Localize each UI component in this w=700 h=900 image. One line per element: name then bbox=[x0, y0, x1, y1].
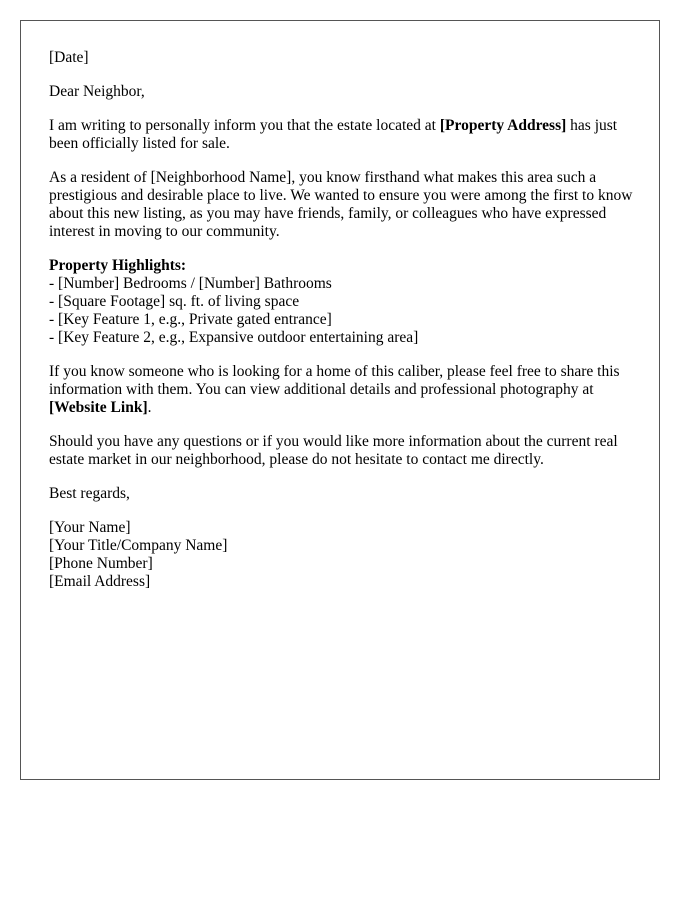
highlight-item: - [Number] Bedrooms / [Number] Bathrooms bbox=[49, 275, 332, 292]
signature-title-company: [Your Title/Company Name] bbox=[49, 537, 228, 554]
signature-name: [Your Name] bbox=[49, 519, 131, 536]
letter-body bbox=[49, 49, 639, 591]
letter-salutation: Dear Neighbor, bbox=[49, 83, 145, 100]
signature-email: [Email Address] bbox=[49, 573, 151, 590]
highlights-heading: Property Highlights: bbox=[49, 257, 187, 274]
highlight-item: - [Key Feature 2, e.g., Expansive outdoor entertaining area] bbox=[49, 329, 419, 346]
paragraph-listing-announcement bbox=[49, 117, 639, 153]
paragraph-text: . bbox=[147, 399, 152, 416]
property-highlights bbox=[49, 257, 639, 347]
paragraph-text: I am writing to personally inform you that the estate located at bbox=[49, 117, 440, 134]
highlight-item: - [Square Footage] sq. ft. of living space bbox=[49, 293, 300, 310]
paragraph-contact: Should you have any questions or if you would like more information about the current real estate market in our neighborhood, please do not hesitate to contact me directly. bbox=[49, 433, 618, 468]
letter-page bbox=[20, 20, 660, 780]
signature-block bbox=[49, 519, 639, 591]
paragraph-text: If you know someone who is looking for a home of this caliber, please feel free to share this information with them. You can view additional details and professional photography at bbox=[49, 363, 620, 398]
paragraph-neighborhood: As a resident of [Neighborhood Name], you know firsthand what makes this area such a prestigious and desirable place to live. We wanted to ensure you were among the first to know about this new listing, as you may have friends, family, or colleagues who have expressed interest in moving to our community. bbox=[49, 169, 633, 240]
highlight-item: - [Key Feature 1, e.g., Private gated entrance] bbox=[49, 311, 332, 328]
property-address-placeholder: [Property Address] bbox=[439, 117, 567, 134]
letter-date: [Date] bbox=[49, 49, 89, 66]
letter-closing: Best regards, bbox=[49, 485, 130, 502]
paragraph-text: has just been officially listed for sale. bbox=[49, 117, 618, 152]
paragraph-share-info bbox=[49, 363, 639, 417]
website-link-placeholder: [Website Link] bbox=[49, 399, 148, 416]
signature-phone: [Phone Number] bbox=[49, 555, 153, 572]
